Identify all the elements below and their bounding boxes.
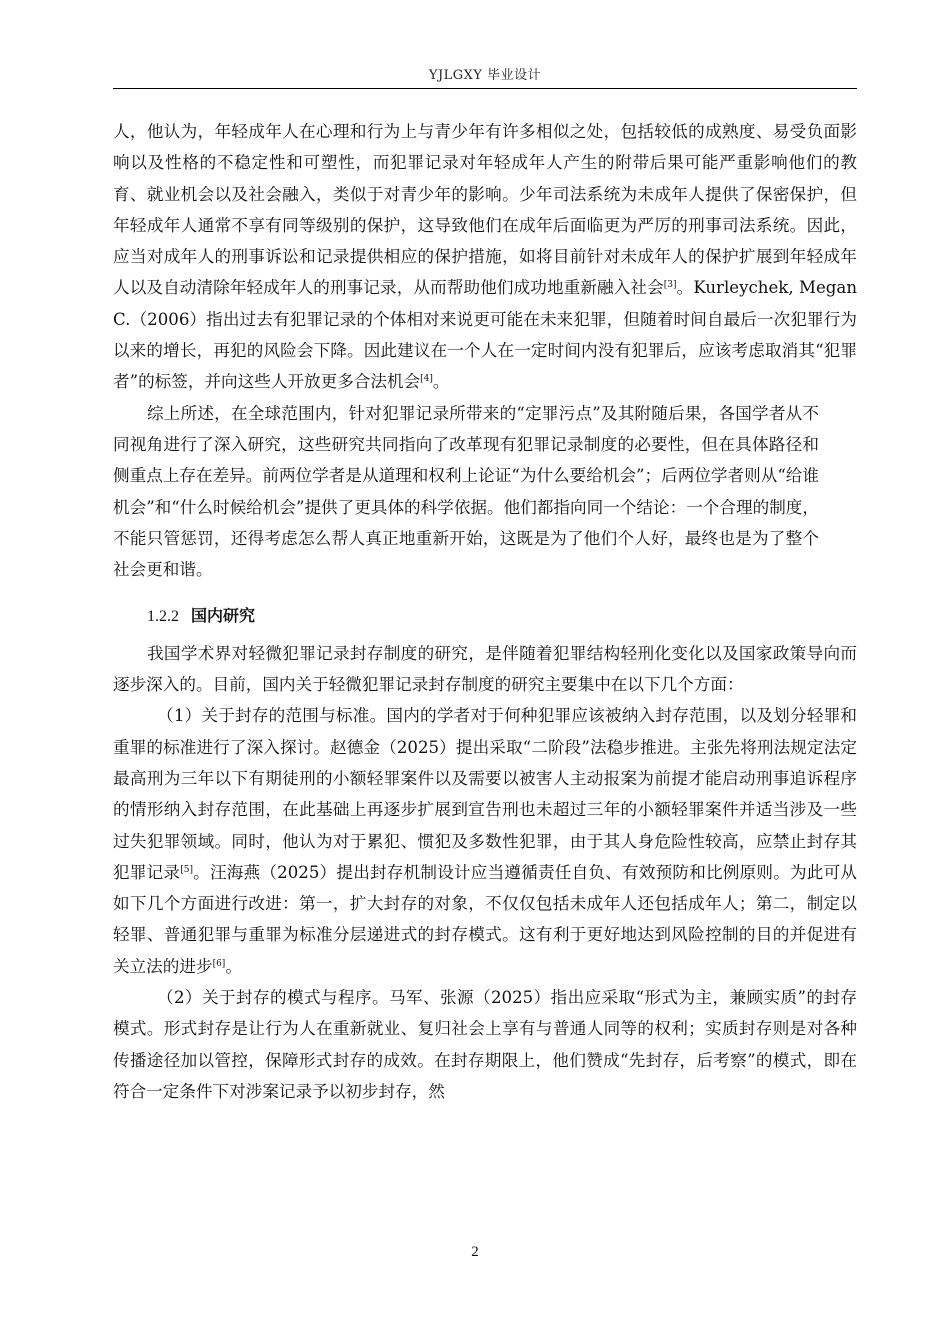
citation-ref: [6] [212,958,226,969]
paragraph-domestic-intro: 我国学术界对轻微犯罪记录封存制度的研究，是伴随着犯罪结构轻刑化变化以及国家政策导向而逐步深入的。目前，国内关于轻微犯罪记录封存制度的研究主要集中在以下几个方面： [113,643,857,695]
paragraph-text: 人，他认为，年轻成年人在心理和行为上与青少年有许多相似之处，包括较低的成熟度、易受负面影响以及性格的不稳定性和可塑性，而犯罪记录对年轻成年人产生的附带后果可能严重影响他们的教育、就业机会以及社会融入，类似于对青少年的影响。少年司法系统为未成年人提供了保密保护，但年轻成年人通常不享有同等级别的保护，这导致他们在成年后面临更为严厉的刑事司法系统。因此，应当对成年人的刑事诉讼和记录提供相应的保护措施，如将目前针对未成年人的保护扩展到年轻成年人以及自动清除年轻成年人的刑事记录，从而帮助他们成功地重新融入社会 [113,122,857,298]
paragraph-foreign-research-continued [113,116,857,398]
page-header: YJLGXY 毕业设计 [428,68,542,83]
paragraph-summary: 综上所述，在全球范围内，针对犯罪记录所带来的“定罪污点”及其附随后果，各国学者从不同视角进行了深入研究，这些研究共同指向了改革现有犯罪记录制度的必要性，但在具体路径和侧重点上存在差异。前两位学者是从道理和权利上论证“为什么要给机会”；后两位学者则从“给谁机会”和“什么时候给机会”提供了更具体的科学依据。他们都指向同一个结论：一个合理的制度，不能只管惩罚，还得考虑怎么帮人真正地重新开始，这既是为了他们个人好，最终也是为了整个社会更和谐。 [113,403,819,580]
paragraph-text: （1）关于封存的范围与标准。国内的学者对于何种犯罪应该被纳入封存范围，以及划分轻罪和重罪的标准进行了深入探讨。赵德金（2025）提出采取“二阶段”法稳步推进。主张先将刑法规定法定最高刑为三年以下有期徒刑的小额轻罪案件以及需要以被害人主动报案为前提才能启动刑事追诉程序的情形纳入封存范围，在此基础上再逐步扩展到宣告刑也未超过三年的小额轻罪案件并适当涉及一些过失犯罪领域。同时，他认为对于累犯、惯犯及多数性犯罪，由于其人身危险性较高，应禁止封存其犯罪记录 [113,706,857,882]
citation-ref: [3] [663,280,677,291]
paragraph-scope-standards [113,700,857,982]
section-number: 1.2.2 [147,608,179,626]
paragraph-text: 。Kurleychek, Megan C.（2006）指出过去有犯罪记录的个体相对来说更可能在未来犯罪，但随着时间自最后一次犯罪行为以来的增长，再犯的风险会下降。因此建议在一个人在一定时间内没有犯罪后，应该考虑取消其“犯罪者”的标签，并向这些人开放更多合法机会 [113,278,858,392]
document-body [113,116,857,1107]
citation-ref: [4] [420,374,433,385]
paragraph-text: 。 [225,956,242,976]
paragraph-text: 。 [432,372,450,392]
page-number: 2 [471,1244,479,1260]
section-heading [113,600,857,632]
paragraph-mode-procedure: （2）关于封存的模式与程序。马军、张源（2025）指出应采取“形式为主，兼顾实质”的封存模式。形式封存是让行为人在重新就业、复归社会上享有与普通人同等的权利；实质封存则是对各种传播途径加以管控，保障形式封存的成效。在封存期限上，他们赞成“先封存，后考察”的模式，即在符合一定条件下对涉案记录予以初步封存，然 [113,988,857,1101]
paragraph-text: 。汪海燕（2025）提出封存机制设计应当遵循责任自负、有效预防和比例原则。为此可从如下几个方面进行改进：第一，扩大封存的对象，不仅仅包括未成年人还包括成年人；第二，制定以轻罪、普通犯罪与重罪为标准分层递进式的封存模式。这有利于更好地达到风险控制的目的并促进有关立法的进步 [113,862,857,976]
citation-ref: [5] [180,864,193,875]
section-title: 国内研究 [191,606,256,626]
header-divider [113,88,857,89]
